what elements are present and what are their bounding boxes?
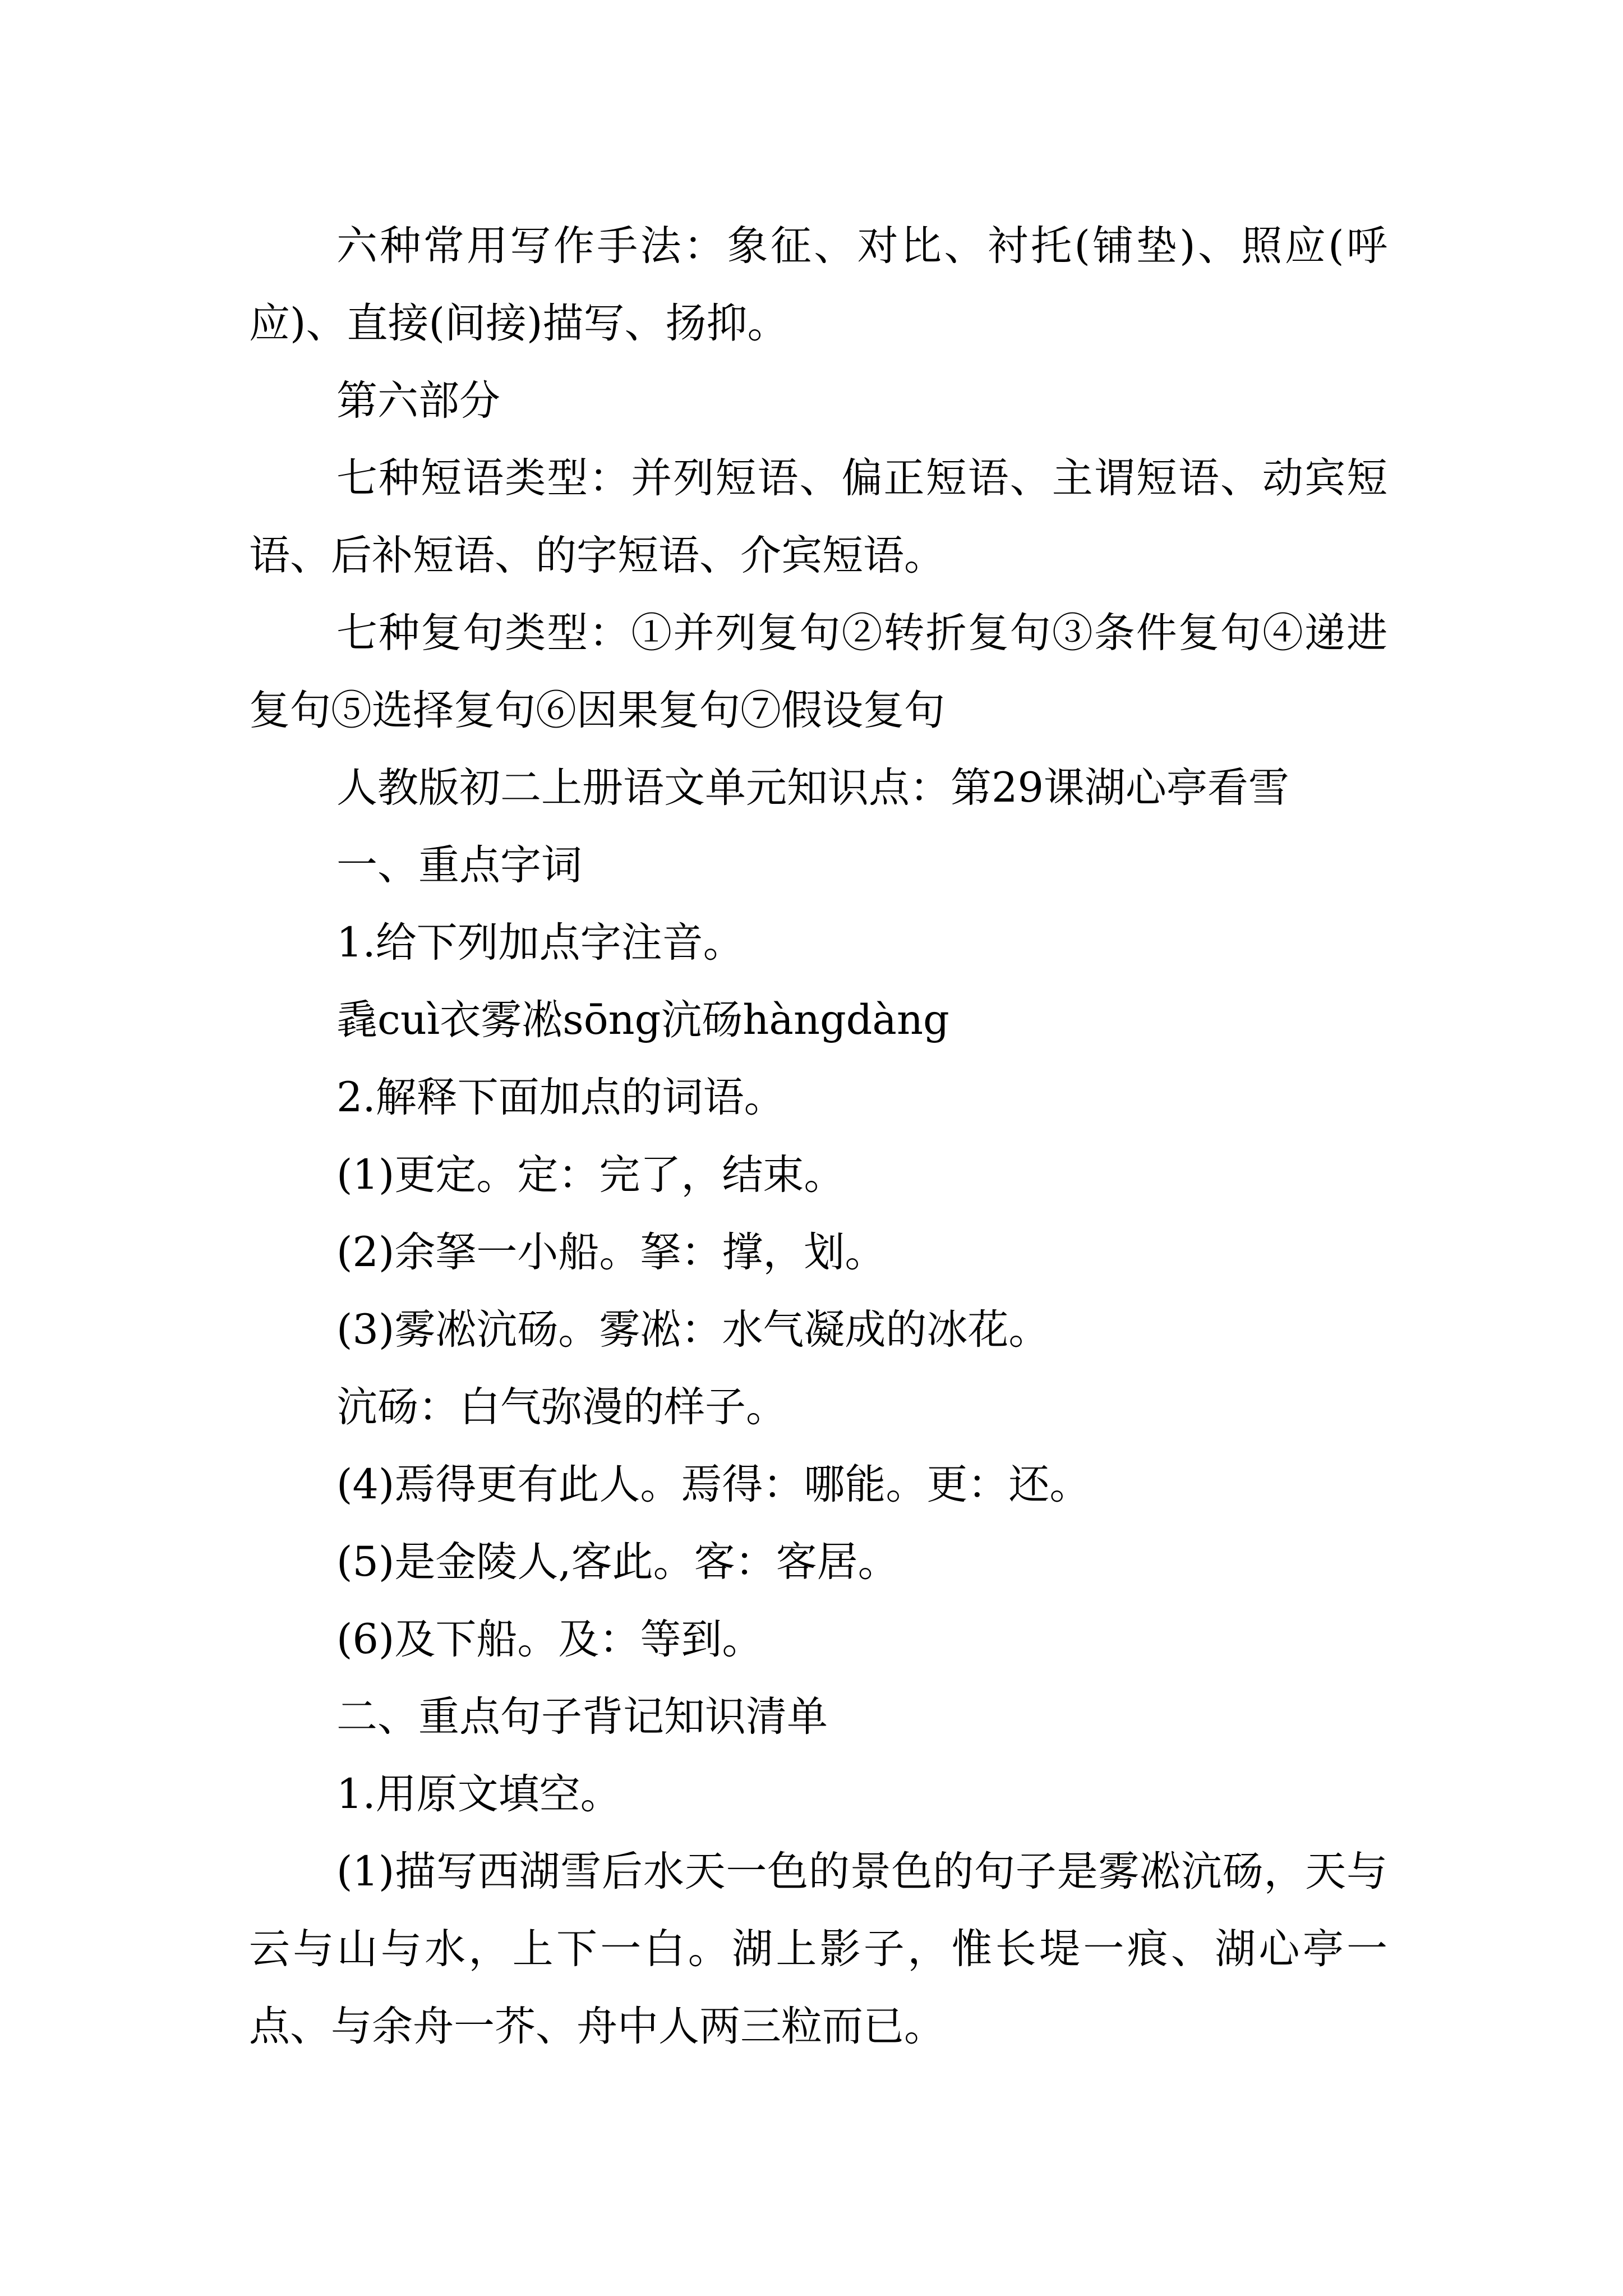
document-body	[249, 208, 1387, 2065]
paragraph-writing-techniques: 六种常用写作手法：象征、对比、衬托(铺垫)、照应(呼应)、直接(间接)描写、扬抑。	[249, 222, 1387, 347]
fill-in-answer: (1)描写西湖雪后水天一色的景色的句子是雾凇沆砀，天与云与山与水，上下一白。湖上影子，惟长堤一痕、湖心亭一点、与余舟一芥、舟中人两三粒而已。	[249, 1848, 1387, 2050]
word-meaning-item: (1)更定。定：完了，结束。	[336, 1151, 845, 1199]
word-meaning-item: (2)余拏一小船。拏：撑，划。	[336, 1228, 886, 1276]
lesson-title: 人教版初二上册语文单元知识点：第29课湖心亭看雪	[336, 764, 1289, 812]
question-word-meaning: 2.解释下面加点的词语。	[336, 1074, 785, 1121]
question-pronunciation: 1.给下列加点字注音。	[336, 919, 744, 967]
section-heading-part-six: 第六部分	[336, 377, 500, 425]
pronunciation-answers: 毳cuì衣雾凇sōng沆砀hàngdàng	[336, 996, 949, 1044]
word-meaning-item: (6)及下船。及：等到。	[336, 1616, 763, 1663]
section-heading-key-sentences: 二、重点句子背记知识清单	[336, 1693, 828, 1741]
question-fill-in: 1.用原文填空。	[336, 1770, 621, 1818]
word-meaning-item: 沆砀：白气弥漫的样子。	[336, 1383, 787, 1431]
paragraph-phrase-types: 七种短语类型：并列短语、偏正短语、主谓短语、动宾短语、后补短语、的字短语、介宾短语。	[249, 454, 1387, 579]
section-heading-key-words: 一、重点字词	[336, 841, 582, 889]
paragraph-complex-sentence-types: 七种复句类型：①并列复句②转折复句③条件复句④递进复句⑤选择复句⑥因果复句⑦假设复句	[249, 609, 1387, 734]
word-meaning-item: (4)焉得更有此人。焉得：哪能。更：还。	[336, 1461, 1091, 1508]
word-meaning-item: (5)是金陵人,客此。客：客居。	[336, 1538, 899, 1586]
word-meaning-item: (3)雾凇沆砀。雾凇：水气凝成的冰花。	[336, 1306, 1050, 1354]
